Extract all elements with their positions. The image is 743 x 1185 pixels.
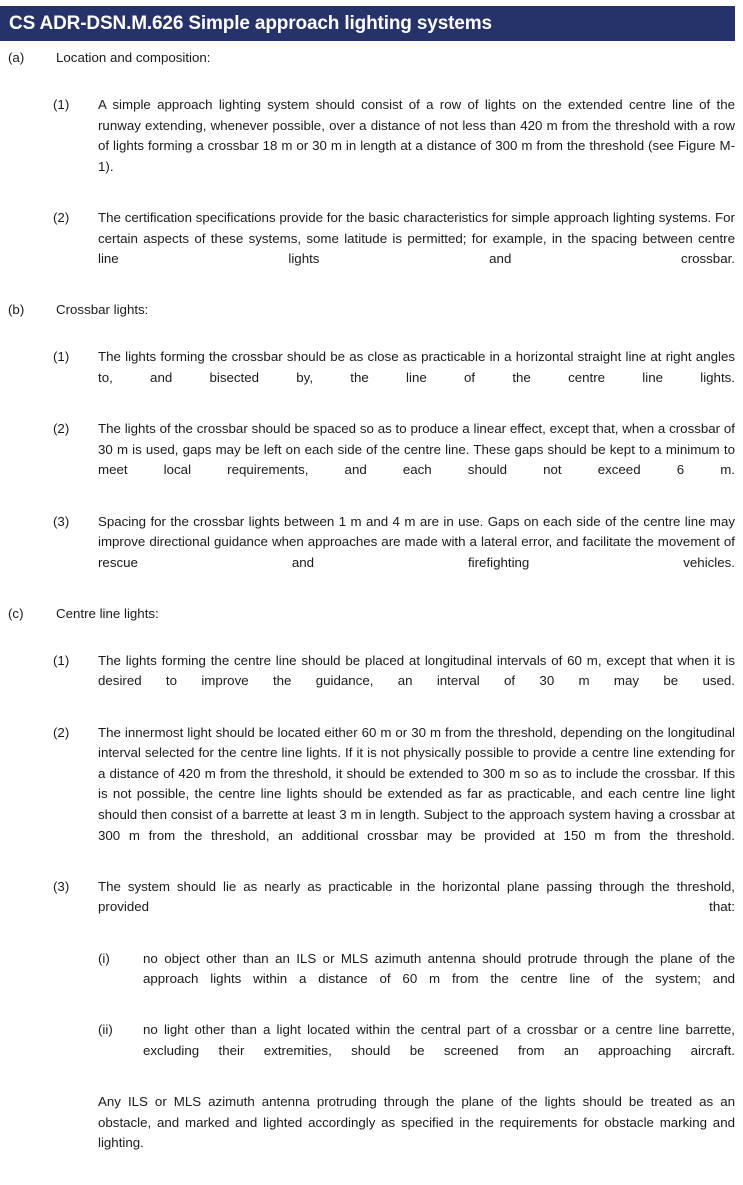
subitem-text: no light other than a light located within the central part of a crossbar or a centre line barrette, excluding their extremities, should be screened from an approaching aircraft. [143,1022,735,1058]
section-heading-a [0,48,743,86]
item-text: The system should lie as nearly as practicable in the horizontal plane passing through the threshold, provided that: [98,878,735,915]
list-item [0,208,743,290]
sub-list-item [0,949,743,1011]
item-marker: (2) [53,209,70,225]
item-marker: (1) [53,97,70,112]
list-item [0,95,743,198]
item-text: The innermost light should be located either 60 m or 30 m from the threshold, depending on the longitudinal interval selected for the centre line lights. If it is not physically possible to provide a centre line extending for a distance of 420 m from the threshold, it should be extended to 300 m so as to include the crossbar. If this is not possible, the centre line lights should be extended as far as practicable, and each centre line light should then consist of a barrette at least 3 m in length. Subject to the approach system having a crossbar at 300 m from the threshold, an additional crossbar may be provided at 150 m from the threshold. [98,724,735,843]
subitem-marker: (i) [98,950,110,966]
section-marker: (b) [8,302,25,318]
item-marker: (3) [53,878,70,894]
section-marker: (a) [8,50,25,65]
item-marker: (1) [53,652,70,668]
closing-paragraph: Any ILS or MLS azimuth antenna protruding through the plane of the lights should be treated as an obstacle, and marked and lighted accordingly as specified in the requirements for obstacle marking and lighting. [98,1094,735,1151]
item-marker: (2) [53,421,70,437]
subitem-marker: (ii) [98,1022,113,1038]
item-text: The lights forming the crossbar should be as close as practicable in a horizontal straight line at right angles to, and bisected by, the line of the centre line lights. [98,349,735,385]
section-header-bar [0,6,735,41]
list-item [0,347,743,409]
item-text: The lights of the crossbar should be spaced so as to produce a linear effect, except that, when a crossbar of 30 m is used, gaps may be left on each side of the centre line. These gaps should be kept to a minimum to meet local requirements, and each should not exceed 6 m. [98,421,735,478]
item-text: A simple approach lighting system should consist of a row of lights on the extended centre line of the runway extending, whenever possible, over a distance of not less than 420 m from the threshold with a row of lights forming a crossbar 18 m or 30 m in length at a distance of 300 m from the threshold (see Figure M-1). [98,97,735,174]
sub-list-item [0,1020,743,1082]
list-item [0,419,743,501]
item-text: The lights forming the centre line should be placed at longitudinal intervals of 60 m, except that when it is desired to improve the guidance, an interval of 30 m may be used. [98,652,735,689]
section-heading-c [0,604,743,642]
section-heading-b [0,300,743,338]
list-item [0,512,743,594]
item-marker: (3) [53,513,70,529]
list-item [0,651,743,713]
section-heading-text: Location and composition: [56,50,211,65]
subitem-text: no object other than an ILS or MLS azimuth antenna should protrude through the plane of the approach lights within a distance of 60 m from the centre line of the system; and [143,950,735,987]
list-item [0,723,743,867]
list-item [0,877,743,939]
section-heading-text: Crossbar lights: [56,302,149,318]
item-marker: (2) [53,724,70,740]
document-body [0,48,743,1185]
page-title: CS ADR-DSN.M.626 Simple approach lighting systems [9,13,492,34]
item-marker: (1) [53,349,70,365]
item-text: Spacing for the crossbar lights between 1 m and 4 m are in use. Gaps on each side of the centre line may improve directional guidance when approaches are made with a lateral error, and facilitate the movement of rescue and firefighting vehicles. [98,513,735,570]
section-heading-text: Centre line lights: [56,605,159,621]
item-text: The certification specifications provide for the basic characteristics for simple approach lighting systems. For certain aspects of these systems, some latitude is permitted; for example, in the spacing between centre line lights and crossbar. [98,209,735,267]
section-marker: (c) [8,605,24,621]
